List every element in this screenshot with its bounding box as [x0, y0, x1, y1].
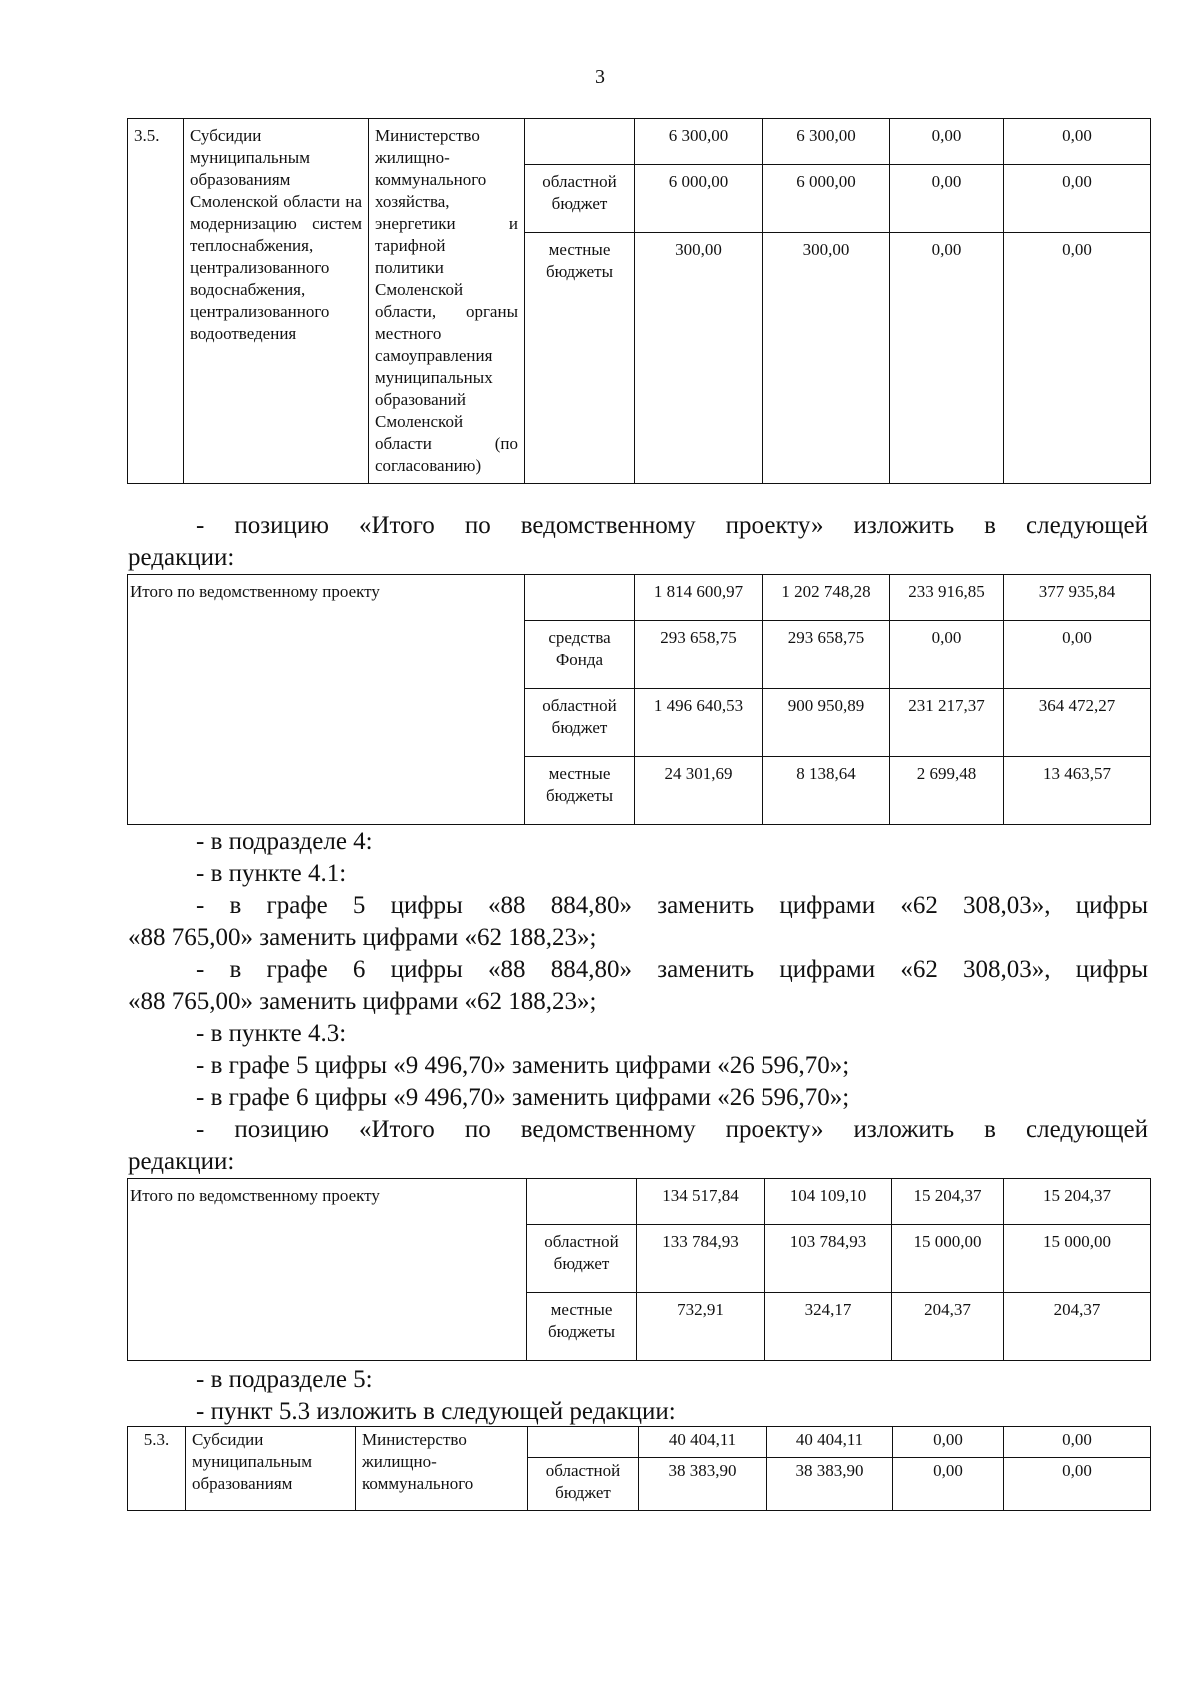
- instruction-line: - позицию «Итого по ведомственному проекту» изложить в следующей: [196, 512, 1148, 539]
- value-total: 1 496 640,53: [635, 689, 763, 757]
- instruction-item-4-3: - в пункте 4.3:: [196, 1020, 347, 1047]
- funding-source: местные бюджеты: [527, 1293, 637, 1361]
- value-year-2: 204,37: [892, 1293, 1004, 1361]
- instruction-line: [196, 954, 1148, 986]
- value-year-3: 0,00: [1004, 119, 1151, 165]
- value-year-3: 0,00: [1004, 1458, 1151, 1511]
- value-year-3: 15 204,37: [1004, 1179, 1151, 1225]
- funding-source: областной бюджет: [527, 1225, 637, 1293]
- value-year-1: 6 000,00: [763, 165, 890, 233]
- instruction-text: - в графе 6 цифры «88 884,80» заменить цифрами «62 308,03», цифры: [196, 956, 1148, 983]
- value-year-3: 13 463,57: [1004, 757, 1151, 825]
- total-label: Итого по ведомственному проекту: [128, 1179, 527, 1361]
- value-year-1: 103 784,93: [765, 1225, 892, 1293]
- value-year-2: 0,00: [890, 233, 1004, 484]
- value-year-1: 293 658,75: [763, 621, 890, 689]
- item-executor: Министерство жилищно-коммунального: [356, 1427, 528, 1511]
- instruction-continuation: «88 765,00» заменить цифрами «62 188,23»;: [128, 924, 597, 951]
- value-year-2: 0,00: [893, 1458, 1004, 1511]
- value-total: 1 814 600,97: [635, 575, 763, 621]
- value-year-2: 231 217,37: [890, 689, 1004, 757]
- value-year-1: 38 383,90: [767, 1458, 893, 1511]
- value-year-2: 0,00: [890, 621, 1004, 689]
- table-row: [128, 119, 1151, 165]
- table-row: [128, 1427, 1151, 1458]
- value-year-2: 233 916,85: [890, 575, 1004, 621]
- value-year-2: 15 204,37: [892, 1179, 1004, 1225]
- value-year-3: 15 000,00: [1004, 1225, 1151, 1293]
- value-year-1: 40 404,11: [767, 1427, 893, 1458]
- item-executor: Министерство жилищно-коммунального хозяйства, энергетики и тарифной политики Смоленской области, органы местного самоуправления муниципальных образований Смоленской области (по согласованию): [369, 119, 525, 484]
- value-year-2: 0,00: [890, 119, 1004, 165]
- value-year-1: 6 300,00: [763, 119, 890, 165]
- funding-source: [528, 1427, 639, 1458]
- total-label: Итого по ведомственному проекту: [128, 575, 525, 825]
- value-year-3: 377 935,84: [1004, 575, 1151, 621]
- instruction-continuation: редакции:: [128, 544, 235, 571]
- instruction-item-4-1: - в пункте 4.1:: [196, 860, 347, 887]
- page-number: 3: [595, 66, 605, 88]
- value-year-1: 104 109,10: [765, 1179, 892, 1225]
- instruction-text: - в графе 5 цифры «88 884,80» заменить цифрами «62 308,03», цифры: [196, 892, 1148, 919]
- value-year-1: 8 138,64: [763, 757, 890, 825]
- table-row: [128, 1179, 1151, 1225]
- funding-source: областной бюджет: [525, 689, 635, 757]
- value-year-1: 324,17: [765, 1293, 892, 1361]
- instruction-continuation: «88 765,00» заменить цифрами «62 188,23»;: [128, 988, 597, 1015]
- value-total: 24 301,69: [635, 757, 763, 825]
- value-year-3: 0,00: [1004, 165, 1151, 233]
- instruction-item-5-3: - пункт 5.3 изложить в следующей редакции:: [196, 1398, 676, 1425]
- value-year-2: 15 000,00: [892, 1225, 1004, 1293]
- table-row: [128, 575, 1151, 621]
- funding-source: [527, 1179, 637, 1225]
- table-item-5-3: [127, 1426, 1151, 1511]
- value-year-3: 364 472,27: [1004, 689, 1151, 757]
- value-total: 293 658,75: [635, 621, 763, 689]
- value-year-3: 0,00: [1004, 621, 1151, 689]
- value-total: 38 383,90: [639, 1458, 767, 1511]
- item-name: Субсидии муниципальным образованиям Смоленской области на модернизацию систем теплоснабжения, централизованного водоснабжения, централизованного водоотведения: [184, 119, 369, 484]
- value-year-1: 900 950,89: [763, 689, 890, 757]
- value-total: 732,91: [637, 1293, 765, 1361]
- instruction-continuation: редакции:: [128, 1148, 235, 1175]
- funding-source: местные бюджеты: [525, 757, 635, 825]
- value-total: 6 000,00: [635, 165, 763, 233]
- instruction-subsection-4: - в подразделе 4:: [196, 828, 373, 855]
- funding-source: областной бюджет: [528, 1458, 639, 1511]
- funding-source: [525, 119, 635, 165]
- value-year-2: 0,00: [890, 165, 1004, 233]
- value-total: 134 517,84: [637, 1179, 765, 1225]
- instruction-subsection-5: - в подразделе 5:: [196, 1366, 373, 1393]
- item-name: Субсидии муниципальным образованиям: [186, 1427, 356, 1511]
- value-total: 300,00: [635, 233, 763, 484]
- value-year-3: 204,37: [1004, 1293, 1151, 1361]
- item-number: 5.3.: [128, 1427, 186, 1511]
- value-year-1: 1 202 748,28: [763, 575, 890, 621]
- instruction-line: [196, 890, 1148, 922]
- table-total-section-4: [127, 1178, 1151, 1361]
- instruction-line: - в графе 5 цифры «9 496,70» заменить цифрами «26 596,70»;: [196, 1052, 850, 1079]
- value-total: 133 784,93: [637, 1225, 765, 1293]
- value-year-3: 0,00: [1004, 1427, 1151, 1458]
- item-number: 3.5.: [128, 119, 184, 484]
- funding-source: областной бюджет: [525, 165, 635, 233]
- table-total-section-3: [127, 574, 1151, 825]
- table-item-3-5: [127, 118, 1151, 484]
- instruction-paragraph: [196, 510, 1148, 542]
- value-year-2: 0,00: [893, 1427, 1004, 1458]
- value-total: 6 300,00: [635, 119, 763, 165]
- instruction-line: [196, 1114, 1148, 1146]
- instruction-line: - в графе 6 цифры «9 496,70» заменить цифрами «26 596,70»;: [196, 1084, 850, 1111]
- funding-source: [525, 575, 635, 621]
- value-year-1: 300,00: [763, 233, 890, 484]
- value-total: 40 404,11: [639, 1427, 767, 1458]
- instruction-text: - позицию «Итого по ведомственному проекту» изложить в следующей: [196, 1116, 1148, 1143]
- value-year-3: 0,00: [1004, 233, 1151, 484]
- funding-source: средства Фонда: [525, 621, 635, 689]
- value-year-2: 2 699,48: [890, 757, 1004, 825]
- funding-source: местные бюджеты: [525, 233, 635, 484]
